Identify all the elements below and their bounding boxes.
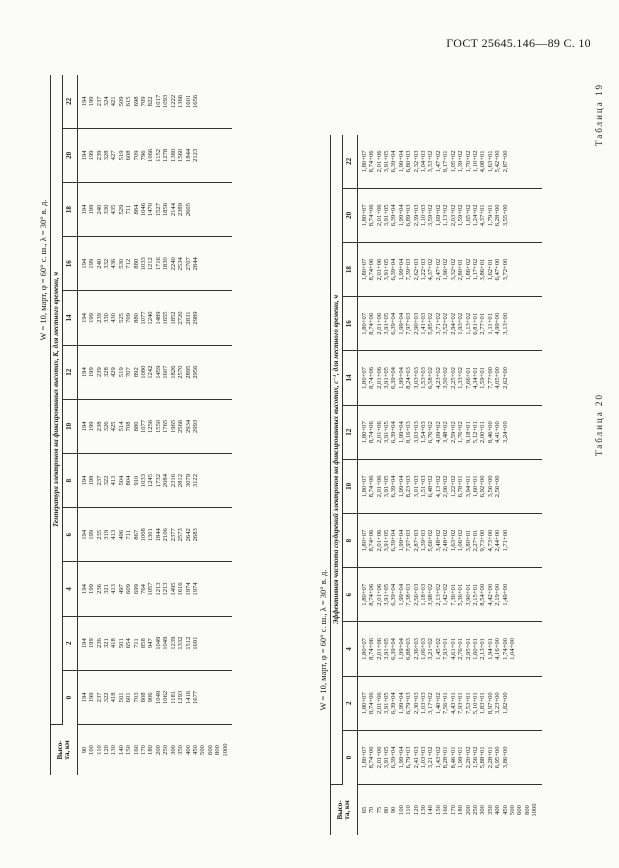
- table20-caption: W = 10, март, φ = 60° с. ш., λ = 30° в. д.: [318, 569, 328, 711]
- table19-data-column: 194 199 240 330 435 529 711 884 1046 1470 1527 1856 2144 2389 2605: [77, 182, 232, 236]
- table20-data-column: 1,80+07 8,74+06 2,01+06 3,91+05 6,39+04 1,99+04 6,80+03 2,32+03 1,04+03 3,33+02 1,47+02 9,17+01 1,05+02 1,39+02 1,70+02 1,10+02 4,08+01 1,63+01 5,42+00 2,87+00: [357, 135, 541, 188]
- table19-time-header: 16: [63, 237, 77, 291]
- table20-group-title: Эффективная частота соударений электронов на фиксированных высотах, с⁻¹, для местного времени, ч: [331, 135, 343, 785]
- table20-time-header: 4: [343, 622, 357, 676]
- table19-data-column: 194 199 237 322 418 501 601 703 808 906 1049 1062 1181 1293 1416 1677: [77, 670, 232, 724]
- table20-data-column: 1,80+07 8,74+06 2,01+06 3,91+05 6,39+04 1,99+04 7,39+03 2,62+03 1,22+03 4,37+02 2,47+02 1,96+02 3,32+02 2,80+01 1,86+02 1,17+02 3,86+01 1,62+01 6,47+00 3,72+00: [357, 242, 541, 296]
- table20-time-header: 20: [343, 188, 357, 242]
- table19-heights: 90 100 110 120 130 140 150 160 170 180 200 250 300 350 400 450 500 600 800 1000: [80, 743, 229, 757]
- table19-time-header: 10: [63, 399, 77, 453]
- table20-time-header: 18: [343, 242, 357, 296]
- table20-time-header: 0: [343, 730, 357, 784]
- table20-data-column: 1,80+07 8,74+06 2,01+06 3,91+05 6,39+04 1,99+04 6,79+03 2,30+03 1,03+03 3,17+02 1,40+02 7,56+01 4,43+01 7,93+01 7,53+01 5,10+01 1,83+01 8,97+00 3,23+00 1,82+00: [357, 676, 541, 730]
- table19-time-header: 20: [63, 128, 77, 182]
- table19-time-header: 8: [63, 453, 77, 507]
- table19-time-header: 14: [63, 291, 77, 345]
- table19-group-title: Температура электронов на фиксированных высотах, К, для местного времени, ч: [51, 75, 63, 725]
- table19-time-header: 6: [63, 508, 77, 562]
- table19-data-column: 194 199 238 326 425 514 708 880 1077 1256 1550 1765 1965 2566 2934 2993: [77, 399, 232, 453]
- table19: [50, 75, 232, 775]
- table20-time-header: 6: [343, 568, 357, 622]
- table20-time-header: 2: [343, 676, 357, 730]
- table20-data-column: 1,80+07 8,74+06 2,01+06 3,91+05 6,39+04 1,99+04 7,38+03 2,56+03 1,18+03 3,98+02 2,13+02 1,42+02 7,36+01 5,36+01 3,90+01 2,15+01 8,54+00 4,42+00 2,19+00 1,49+00: [357, 568, 541, 622]
- table20-time-header: 14: [343, 351, 357, 405]
- table19-data-column: 194 199 239 328 429 519 707 892 1080 1242 1459 1607 1826 2570 2895 2956: [77, 345, 232, 399]
- table19-time-header: 2: [63, 616, 77, 670]
- table19-data-column: 194 199 236 321 413 497 609 699 764 1057 1213 1213 1495 1616 1974 1974: [77, 562, 232, 616]
- table20-data-column: 1,80+07 8,74+06 2,01+06 3,91+05 6,39+04 1,99+04 6,89+03 2,39+03 1,10+03 3,59+02 1,69+02 1,13+02 2,03+02 1,59+02 1,65+02 1,24+02 4,37+01 1,79+01 6,28+00 3,55+00: [357, 188, 541, 242]
- table20-data-column: 1,80+07 8,74+06 2,01+06 3,91+05 6,39+04 1,99+04 8,24+03 3,03+03 1,53+03 6,58+02 4,23+02 3,50+02 2,25+02 1,33+02 7,66+01 4,34+01 1,59+01 7,77+00 4,05+00 2,62+00: [357, 351, 541, 405]
- table19-data-column: 194 199 240 332 436 530 712 880 1033 1212 1716 1830 2240 2534 2707 2844: [77, 237, 232, 291]
- page-header: ГОСТ 25645.146—89 С. 10: [446, 36, 591, 50]
- table20-time-header: 22: [343, 135, 357, 188]
- table20-time-header: 10: [343, 459, 357, 513]
- table19-time-header: 12: [63, 345, 77, 399]
- table19-data-column: 194 199 237 322 413 504 804 910 1033 1245 1732 2084 2316 2812 3079 3122: [77, 453, 232, 507]
- table19-data-column: 194 199 239 330 430 525 709 880 1077 1240 1489 1655 1852 2720 2831 2989: [77, 291, 232, 345]
- table19-height-header: Высо- та, км: [51, 725, 78, 776]
- table20-data-column: 1,80+07 8,74+06 2,01+06 3,91+05 6,39+04 1,99+04 7,97+03 2,90+03 1,41+03 5,85+02 3,71+02 3,52+02 2,94+02 1,93+02 1,13+02 6,81+01 2,77+01 1,11+01 4,99+00 3,13+00: [357, 297, 541, 351]
- table20-data-column: 1,80+07 8,74+06 2,01+06 3,91+05 6,39+04 1,99+04 8,23+03 3,01+03 1,51+03 6,48+02 4,13+02 2,06+02 1,22+02 6,78+01 3,94+01 1,60+01 6,92+00 3,56+00 2,56+00: [357, 459, 541, 513]
- table19-data-column: 194 199 235 319 413 496 711 867 1008 1301 1844 2106 2377 2573 2642 2683: [77, 508, 232, 562]
- table19-data-column: 194 199 237 324 421 509 615 698 709 822 1017 1093 1222 1366 1601 1656: [77, 75, 232, 128]
- table20-label: Таблица 20: [594, 393, 604, 456]
- table20: [330, 135, 542, 835]
- table19-time-header: 4: [63, 562, 77, 616]
- table19-time-header: 22: [63, 75, 77, 128]
- table20-height-header: Высо- та, км: [331, 785, 358, 836]
- table20-time-header: 16: [343, 297, 357, 351]
- table20-time-header: 12: [343, 405, 357, 459]
- table19-data-column: 194 199 236 321 418 501 654 711 858 947 1049 1049 1239 1332 1512 1691: [77, 616, 232, 670]
- table20-data-column: 1,80+07 8,74+06 2,01+06 3,91+05 6,39+04 1,99+04 7,97+03 2,87+03 1,39+03 5,66+02 3,48+02 2,48+02 1,63+02 1,06+02 3,80+01 2,27+01 9,73+00 4,73+00 2,44+00 1,71+00: [357, 513, 541, 567]
- table20-heights: 65 70 75 80 90 100 110 120 130 140 150 160 170 180 200 250 300 350 400 450 500 600 800 1000: [360, 803, 539, 817]
- table20-data-column: 1,80+07 8,74+06 2,01+06 3,91+05 6,39+04 1,99+04 8,16+03 3,03+03 1,54+03 6,76+02 4,09+02 3,48+02 2,59+02 1,76+02 9,18+01 5,12+01 2,00+01 8,46+00 4,41+00 3,24+00: [357, 405, 541, 459]
- table19-data-column: 194 199 239 328 427 519 608 709 796 1066 1152 1278 1380 1560 1844 2123: [77, 128, 232, 182]
- table19-caption: W = 10, март, φ = 60° с. ш., λ = 30° в. д.: [38, 199, 48, 341]
- table19-time-header: 0: [63, 670, 77, 724]
- table20-data-column: 1,80+07 8,74+06 2,01+06 3,91+05 6,39+04 1,99+04 6,79+03 2,41+03 1,03+03 3,21+02 1,43+02 8,28+01 8,46+01 1,99+01 2,20+02 1,56+02 5,88+01 2,28+01 6,95+00 3,86+00: [357, 730, 541, 784]
- table19-label: Таблица 19: [594, 83, 604, 146]
- table19-time-header: 18: [63, 182, 77, 236]
- table20-time-header: 8: [343, 513, 357, 567]
- table20-data-column: 1,80+07 8,74+06 2,01+06 3,91+05 6,39+04 1,99+04 6,88+03 2,36+03 1,06+03 3,21+02 1,45+02 7,93+01 4,61+01 2,76+01 2,95+01 1,60+01 2,13+01 1,94+01 4,16+00 1,74+00 1,04+00: [357, 622, 541, 676]
